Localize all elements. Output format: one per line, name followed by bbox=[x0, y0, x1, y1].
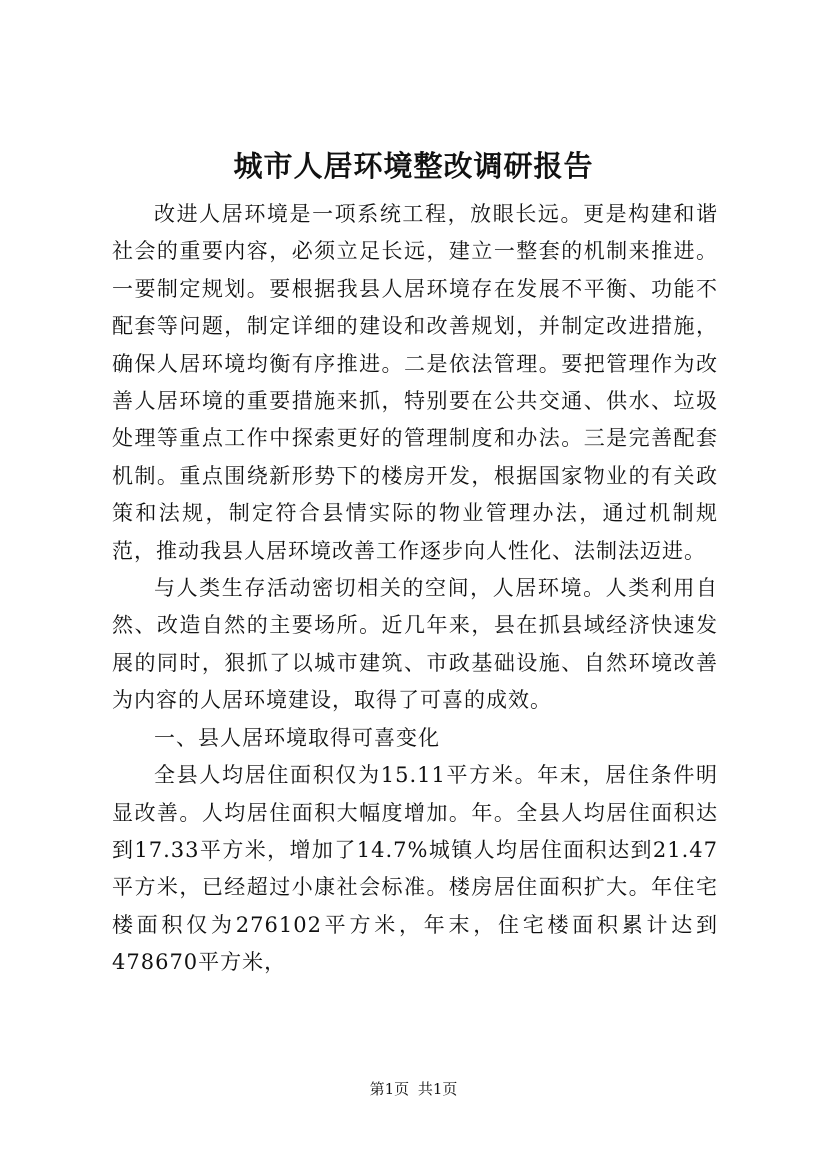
paragraph-3: 全县人均居住面积仅为15.11平方米。年末，居住条件明显改善。人均居住面积大幅度增加。年。全县人均居住面积达到17.33平方米，增加了14.7%城镇人均居住面积达到21.47平方米，已经超过小康社会标准。楼房居住面积扩大。年住宅楼面积仅为276102平方米，年末，住宅楼面积累计达到478670平方米， bbox=[112, 763, 718, 975]
page-number: 第1页 bbox=[369, 1080, 410, 1098]
total-pages: 共1页 bbox=[417, 1080, 458, 1098]
page-footer bbox=[0, 1078, 827, 1100]
paragraph-1: 改进人居环境是一项系统工程，放眼长远。更是构建和谐社会的重要内容，必须立足长远，建立一整套的机制来推进。一要制定规划。要根据我县人居环境存在发展不平衡、功能不配套等问题，制定详细的建设和改善规划，并制定改进措施，确保人居环境均衡有序推进。二是依法管理。要把管理作为改善人居环境的重要措施来抓，特别要在公共交通、供水、垃圾处理等重点工作中探索更好的管理制度和办法。三是完善配套机制。重点围绕新形势下的楼房开发，根据国家物业的有关政策和法规，制定符合县情实际的物业管理办法，通过机制规范，推动我县人居环境改善工作逐步向人性化、法制法迈进。 bbox=[112, 202, 718, 563]
section-heading: 一、县人居环境取得可喜变化 bbox=[154, 725, 440, 750]
paragraph-2: 与人类生存活动密切相关的空间，人居环境。人类利用自然、改造自然的主要场所。近几年来，县在抓县域经济快速发展的同时，狠抓了以城市建筑、市政基础设施、自然环境改善为内容的人居环境建设，取得了可喜的成效。 bbox=[112, 576, 718, 713]
document-body bbox=[112, 196, 718, 982]
document-title: 城市人居环境整改调研报告 bbox=[233, 149, 594, 183]
